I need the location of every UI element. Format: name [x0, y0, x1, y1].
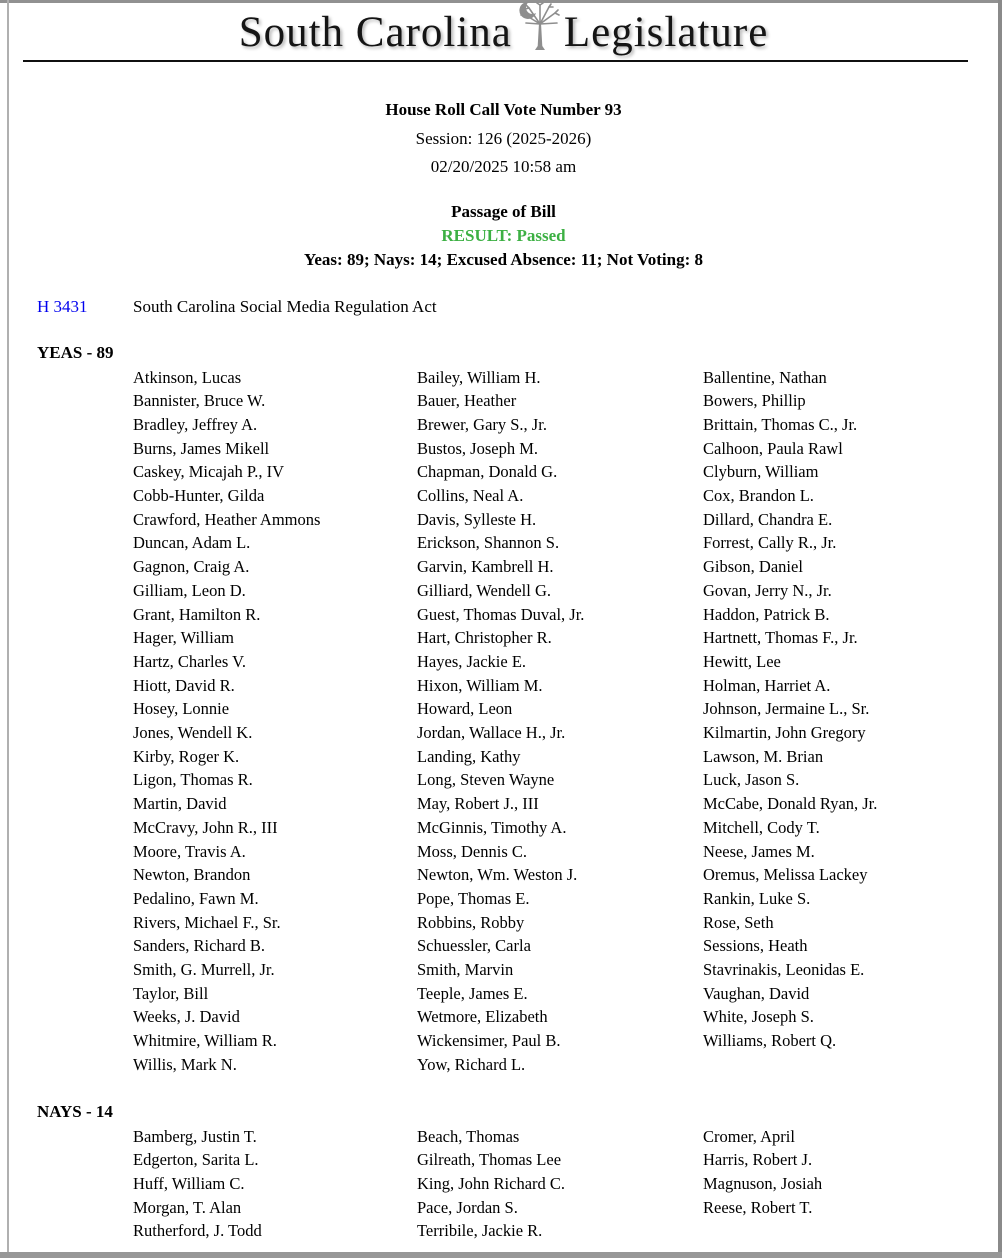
- member-name: Rivers, Michael F., Sr.: [133, 912, 281, 932]
- member-name: McCabe, Donald Ryan, Jr.: [703, 794, 878, 814]
- member-name: Cobb-Hunter, Gilda: [133, 486, 265, 506]
- member-name: Yow, Richard L.: [417, 1054, 526, 1074]
- member-name: Weeks, J. David: [133, 1007, 240, 1027]
- member-name: Garvin, Kambrell H.: [417, 557, 554, 577]
- member-name: Guest, Thomas Duval, Jr.: [417, 604, 585, 624]
- member-name: Bustos, Joseph M.: [417, 438, 539, 458]
- member-name: Morgan, T. Alan: [133, 1197, 242, 1217]
- member-name: Harris, Robert J.: [703, 1150, 813, 1170]
- nays-heading: NAYS - 14: [37, 1101, 113, 1121]
- member-name: Taylor, Bill: [133, 983, 209, 1003]
- member-name: Clyburn, William: [703, 462, 819, 482]
- member-name: Hartz, Charles V.: [133, 651, 247, 671]
- bill-number-link[interactable]: H 3431: [37, 296, 88, 316]
- result-line: RESULT: Passed: [441, 225, 566, 245]
- member-name: Calhoon, Paula Rawl: [703, 438, 843, 458]
- member-name: Smith, Marvin: [417, 960, 514, 980]
- member-name: Wickensimer, Paul B.: [417, 1031, 561, 1051]
- member-name: Hewitt, Lee: [703, 651, 781, 671]
- palmetto-tree-crescent-moon-icon: [516, 1, 560, 64]
- member-name: Bailey, William H.: [417, 367, 541, 387]
- session-line: Session: 126 (2025-2026): [415, 128, 592, 148]
- member-name: Wetmore, Elizabeth: [417, 1007, 548, 1027]
- member-name: Hager, William: [133, 628, 235, 648]
- member-name: Gagnon, Craig A.: [133, 557, 250, 577]
- member-name: Sessions, Heath: [703, 936, 808, 956]
- member-name: Bamberg, Justin T.: [133, 1126, 257, 1146]
- member-name: Collins, Neal A.: [417, 486, 524, 506]
- member-name: Sanders, Richard B.: [133, 936, 265, 956]
- member-name: King, John Richard C.: [417, 1174, 566, 1193]
- member-name: Bradley, Jeffrey A.: [133, 414, 258, 434]
- member-name: Bannister, Bruce W.: [133, 391, 266, 411]
- member-name: May, Robert J., III: [417, 794, 539, 814]
- member-name: Hixon, William M.: [417, 675, 543, 695]
- member-name: Hart, Christopher R.: [417, 628, 552, 648]
- member-name: Moss, Dennis C.: [417, 841, 528, 861]
- window-edge-bottom: [0, 1252, 1002, 1258]
- member-name: Crawford, Heather Ammons: [133, 509, 321, 529]
- member-name: Holman, Harriet A.: [703, 675, 831, 695]
- member-name: Grant, Hamilton R.: [133, 604, 261, 624]
- member-name: Landing, Kathy: [417, 746, 521, 766]
- member-name: Jones, Wendell K.: [133, 723, 253, 743]
- member-name: Atkinson, Lucas: [133, 367, 242, 387]
- site-title-left: South Carolina: [238, 9, 512, 56]
- site-title-right: Legislature: [563, 9, 769, 56]
- action-line: Passage of Bill: [451, 201, 556, 221]
- header-divider: [23, 60, 968, 62]
- member-name: Forrest, Cally R., Jr.: [703, 533, 837, 553]
- member-name: Stavrinakis, Leonidas E.: [703, 960, 865, 980]
- member-name: Rankin, Luke S.: [703, 888, 811, 908]
- member-name: Schuessler, Carla: [417, 936, 531, 956]
- member-name: Martin, David: [133, 794, 227, 814]
- tally-line: Yeas: 89; Nays: 14; Excused Absence: 11; Not Voting: 8: [303, 249, 704, 269]
- member-name: Hayes, Jackie E.: [417, 651, 527, 671]
- member-name: Terribile, Jackie R.: [417, 1221, 543, 1241]
- member-name: Gilreath, Thomas Lee: [417, 1150, 562, 1170]
- member-name: Edgerton, Sarita L.: [133, 1150, 259, 1170]
- member-name: Luck, Jason S.: [703, 770, 800, 790]
- member-name: Johnson, Jermaine L., Sr.: [703, 699, 870, 719]
- member-name: Chapman, Donald G.: [417, 462, 558, 482]
- member-name: Robbins, Robby: [417, 912, 525, 932]
- datetime-line: 02/20/2025 10:58 am: [430, 157, 577, 176]
- member-name: Ligon, Thomas R.: [133, 770, 253, 790]
- member-name: Huff, William C.: [133, 1174, 245, 1193]
- member-name: Gilliard, Wendell G.: [417, 580, 552, 600]
- member-name: Pace, Jordan S.: [417, 1197, 518, 1217]
- member-name: Caskey, Micajah P., IV: [133, 462, 285, 482]
- member-name: Vaughan, David: [703, 983, 810, 1003]
- vote-result-block: [9, 200, 998, 272]
- member-name: Pope, Thomas E.: [417, 888, 530, 908]
- member-name: Duncan, Adam L.: [133, 533, 251, 553]
- member-name: Reese, Robert T.: [703, 1197, 813, 1217]
- yeas-list: [133, 366, 978, 1077]
- member-name: Hosey, Lonnie: [133, 699, 230, 719]
- member-name: Brewer, Gary S., Jr.: [417, 414, 547, 434]
- member-name: Burns, James Mikell: [133, 438, 270, 458]
- member-name: McCravy, John R., III: [133, 817, 278, 837]
- member-name: Cromer, April: [703, 1126, 795, 1146]
- member-name: Teeple, James E.: [417, 983, 528, 1003]
- member-name: Newton, Wm. Weston J.: [417, 865, 578, 885]
- member-name: Haddon, Patrick B.: [703, 604, 830, 624]
- member-name: Rose, Seth: [703, 912, 774, 932]
- member-name: Dillard, Chandra E.: [703, 509, 833, 529]
- yeas-heading: YEAS - 89: [37, 342, 114, 362]
- member-name: Lawson, M. Brian: [703, 746, 824, 766]
- bill-row: [37, 296, 998, 318]
- window-edge-right: [998, 0, 1002, 1258]
- member-name: Kilmartin, John Gregory: [703, 723, 866, 743]
- member-name: Mitchell, Cody T.: [703, 817, 820, 837]
- member-name: Hiott, David R.: [133, 675, 235, 695]
- member-name: Beach, Thomas: [417, 1126, 520, 1146]
- member-name: Neese, James M.: [703, 841, 815, 861]
- nays-list: [133, 1125, 978, 1244]
- member-name: Oremus, Melissa Lackey: [703, 865, 868, 885]
- member-name: Kirby, Roger K.: [133, 746, 240, 766]
- member-name: Long, Steven Wayne: [417, 770, 555, 790]
- member-name: Hartnett, Thomas F., Jr.: [703, 628, 858, 648]
- member-name: Gilliam, Leon D.: [133, 580, 246, 600]
- member-name: McGinnis, Timothy A.: [417, 817, 567, 837]
- member-name: Govan, Jerry N., Jr.: [703, 580, 832, 600]
- vote-meta: [9, 96, 998, 182]
- member-name: Cox, Brandon L.: [703, 486, 814, 506]
- member-name: Newton, Brandon: [133, 865, 251, 885]
- page-content: [9, 3, 998, 1243]
- member-name: Erickson, Shannon S.: [417, 533, 560, 553]
- member-name: Magnuson, Josiah: [703, 1174, 823, 1193]
- member-name: Bowers, Phillip: [703, 391, 806, 411]
- site-header: [9, 3, 998, 58]
- member-name: Moore, Travis A.: [133, 841, 246, 861]
- member-name: Gibson, Daniel: [703, 557, 803, 577]
- member-name: Brittain, Thomas C., Jr.: [703, 414, 858, 434]
- member-name: Ballentine, Nathan: [703, 367, 827, 387]
- member-name: Smith, G. Murrell, Jr.: [133, 960, 275, 980]
- member-name: Davis, Sylleste H.: [417, 509, 537, 529]
- member-name: Jordan, Wallace H., Jr.: [417, 723, 566, 743]
- vote-title: House Roll Call Vote Number 93: [385, 100, 622, 119]
- member-name: Rutherford, J. Todd: [133, 1221, 262, 1241]
- bill-title: South Carolina Social Media Regulation Act: [133, 296, 437, 316]
- member-name: Pedalino, Fawn M.: [133, 888, 259, 908]
- member-name: Williams, Robert Q.: [703, 1031, 837, 1051]
- member-name: Howard, Leon: [417, 699, 513, 719]
- member-name: Bauer, Heather: [417, 391, 517, 411]
- member-name: Willis, Mark N.: [133, 1054, 237, 1074]
- member-name: White, Joseph S.: [703, 1007, 814, 1027]
- member-name: Whitmire, William R.: [133, 1031, 277, 1051]
